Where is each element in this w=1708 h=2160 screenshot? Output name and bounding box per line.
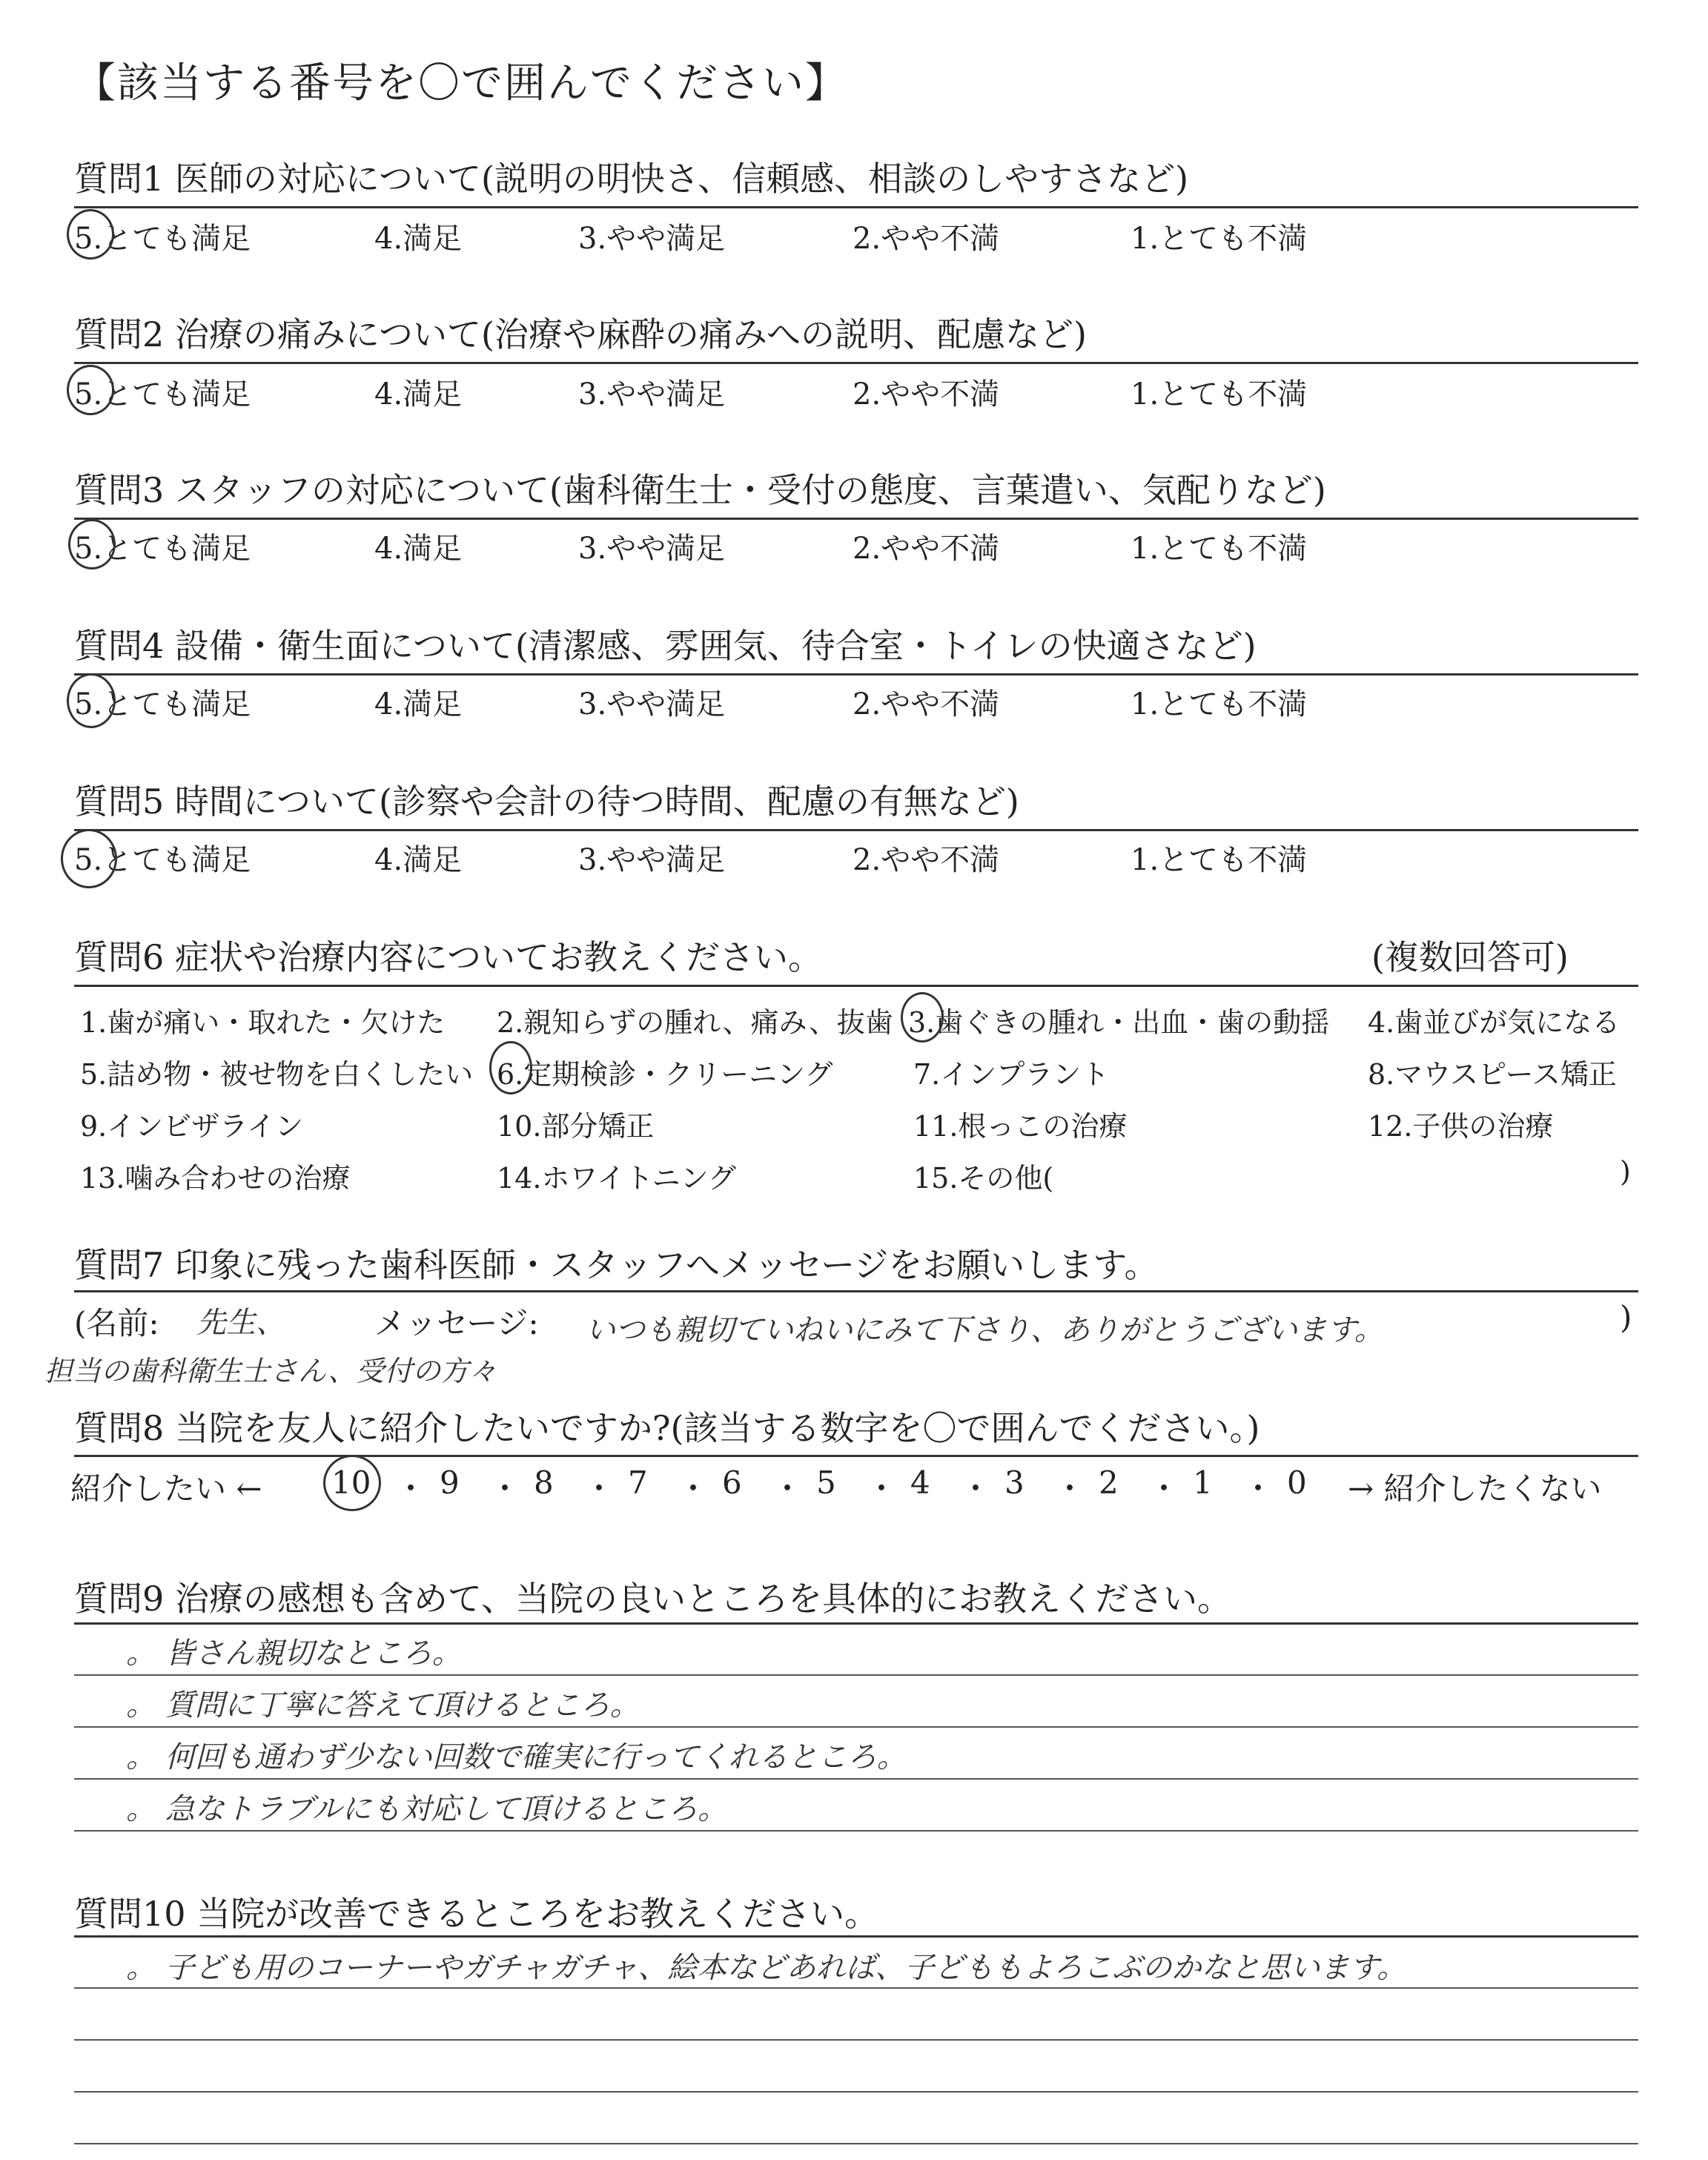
q2-option-1[interactable]: 1.とても不満 — [1131, 377, 1308, 412]
q6-title: 質問6 症状や治療内容についてお教えください。 — [74, 937, 822, 977]
q5-option-4[interactable]: 4.満足 — [374, 843, 463, 877]
q9-answer-1: 。 皆さん親切なところ。 — [126, 1636, 462, 1671]
q8-score-3[interactable]: 3 — [1004, 1464, 1025, 1501]
q9-answer-4: 。 急なトラブルにも対応して頂けるところ。 — [126, 1792, 728, 1826]
q9-line — [74, 1674, 1638, 1676]
q6-item-15[interactable]: 15.その他( — [913, 1162, 1054, 1195]
q4-selection-circle — [67, 673, 116, 728]
q8-dot: ・ — [395, 1470, 427, 1507]
q8-score-10[interactable]: 10 — [331, 1464, 371, 1501]
q6-item-10[interactable]: 10.部分矯正 — [497, 1110, 655, 1143]
q6-selection-circle-6 — [489, 1041, 532, 1094]
q6-item-3[interactable]: 3.歯ぐきの腫れ・出血・歯の動揺 — [908, 1006, 1330, 1039]
q2-option-5[interactable]: 5.とても満足 — [74, 377, 251, 412]
q10-line — [74, 1987, 1638, 1989]
q5-rule — [74, 829, 1638, 831]
q7-close-paren: ) — [1620, 1299, 1632, 1335]
q3-option-5[interactable]: 5.とても満足 — [74, 532, 251, 566]
q8-score-5[interactable]: 5 — [816, 1464, 836, 1501]
q1-title: 質問1 医師の対応について(説明の明快さ、信頼感、相談のしやすさなど) — [74, 159, 1189, 199]
q10-title: 質問10 当院が改善できるところをお教えください。 — [74, 1894, 879, 1934]
q8-score-1[interactable]: 1 — [1193, 1464, 1213, 1501]
q6-item-6[interactable]: 6.定期検診・クリーニング — [497, 1058, 833, 1091]
q8-dot: ・ — [583, 1470, 615, 1507]
q6-item-11[interactable]: 11.根っこの治療 — [913, 1110, 1128, 1143]
q7-message-label: メッセージ: — [374, 1305, 539, 1341]
q7-name-handwriting-2: 担当の歯科衛生士さん、受付の方々 — [44, 1355, 497, 1387]
q5-option-2[interactable]: 2.やや不満 — [853, 843, 1000, 877]
q2-option-3[interactable]: 3.やや満足 — [578, 377, 726, 412]
q10-line — [74, 2039, 1638, 2041]
q4-title: 質問4 設備・衛生面について(清潔感、雰囲気、待合室・トイレの快適さなど) — [74, 626, 1257, 666]
q7-message-handwriting: いつも親切ていねいにみて下さり、ありがとうございます。 — [586, 1313, 1384, 1347]
q9-answer-2: 。 質問に丁寧に答えて頂けるところ。 — [126, 1688, 640, 1723]
q8-score-9[interactable]: 9 — [440, 1464, 460, 1501]
q3-title: 質問3 スタッフの対応について(歯科衛生士・受付の態度、言葉遣い、気配りなど) — [74, 470, 1326, 510]
q10-answer-1: 。 子ども用のコーナーやガチャガチャ、絵本などあれば、子どももよろこぶのかなと思います。 — [126, 1951, 1407, 1985]
q3-option-3[interactable]: 3.やや満足 — [578, 532, 726, 566]
q3-option-2[interactable]: 2.やや不満 — [853, 532, 1000, 566]
q4-rule — [74, 673, 1638, 676]
q9-title: 質問9 治療の感想も含めて、当院の良いところを具体的にお教えください。 — [74, 1579, 1231, 1619]
q6-item-4[interactable]: 4.歯並びが気になる — [1368, 1006, 1621, 1039]
q4-option-2[interactable]: 2.やや不満 — [853, 687, 1000, 721]
q8-score-4[interactable]: 4 — [910, 1464, 930, 1501]
q6-item-12[interactable]: 12.子供の治療 — [1368, 1110, 1554, 1143]
q7-name-handwriting: 先生、 — [196, 1306, 285, 1340]
q2-option-2[interactable]: 2.やや不満 — [853, 377, 1000, 412]
q8-score-2[interactable]: 2 — [1099, 1464, 1119, 1501]
q6-item-13[interactable]: 13.噛み合わせの治療 — [80, 1162, 351, 1195]
q6-selection-circle-3 — [901, 992, 944, 1043]
q1-option-5[interactable]: 5.とても満足 — [74, 222, 251, 256]
q8-left-label: 紹介したい ← — [70, 1470, 262, 1507]
q5-title: 質問5 時間について(診察や会計の待つ時間、配慮の有無など) — [74, 782, 1019, 822]
q7-title: 質問7 印象に残った歯科医師・スタッフへメッセージをお願いします。 — [74, 1245, 1159, 1285]
q9-rule — [74, 1622, 1638, 1625]
q6-item-15-close: ) — [1620, 1155, 1631, 1188]
q9-line — [74, 1778, 1638, 1780]
q6-note: (複数回答可) — [1371, 937, 1569, 977]
q8-dot: ・ — [960, 1470, 992, 1507]
q6-item-14[interactable]: 14.ホワイトニング — [497, 1162, 737, 1195]
q8-score-8[interactable]: 8 — [534, 1464, 554, 1501]
q8-dot: ・ — [678, 1470, 709, 1507]
q8-score-0[interactable]: 0 — [1287, 1464, 1307, 1501]
q6-item-8[interactable]: 8.マウスピース矯正 — [1368, 1058, 1617, 1091]
q1-selection-circle — [67, 209, 114, 260]
q4-option-5[interactable]: 5.とても満足 — [74, 687, 251, 721]
q1-option-1[interactable]: 1.とても不満 — [1131, 222, 1308, 256]
q5-option-1[interactable]: 1.とても不満 — [1131, 843, 1308, 877]
q8-dot: ・ — [866, 1470, 898, 1507]
q8-dot: ・ — [489, 1470, 521, 1507]
q9-line — [74, 1830, 1638, 1832]
q2-title: 質問2 治療の痛みについて(治療や麻酔の痛みへの説明、配慮など) — [74, 314, 1087, 354]
q8-title: 質問8 当院を友人に紹介したいですか?(該当する数字を〇で囲んでください。) — [74, 1408, 1260, 1448]
q3-rule — [74, 518, 1638, 520]
q8-rule — [74, 1455, 1638, 1457]
q4-option-1[interactable]: 1.とても不満 — [1131, 687, 1308, 721]
page-title: 【該当する番号を〇で囲んでください】 — [74, 59, 848, 108]
q1-option-3[interactable]: 3.やや満足 — [578, 222, 726, 256]
q4-option-4[interactable]: 4.満足 — [374, 687, 463, 721]
q5-option-3[interactable]: 3.やや満足 — [578, 843, 726, 877]
q3-option-4[interactable]: 4.満足 — [374, 532, 463, 566]
q2-selection-circle — [67, 365, 114, 415]
q6-item-7[interactable]: 7.インプラント — [913, 1058, 1110, 1091]
q1-option-2[interactable]: 2.やや不満 — [853, 222, 1000, 256]
q6-item-1[interactable]: 1.歯が痛い・取れた・欠けた — [80, 1006, 446, 1039]
q9-line — [74, 1726, 1638, 1728]
q6-item-2[interactable]: 2.親知らずの腫れ、痛み、抜歯 — [497, 1006, 893, 1039]
q6-item-9[interactable]: 9.インビザライン — [80, 1110, 304, 1143]
q1-rule — [74, 206, 1638, 208]
q2-option-4[interactable]: 4.満足 — [374, 377, 463, 412]
q10-line — [74, 2143, 1638, 2144]
q8-score-6[interactable]: 6 — [722, 1464, 742, 1501]
q1-option-4[interactable]: 4.満足 — [374, 222, 463, 256]
q10-rule — [74, 1935, 1638, 1938]
q8-dot: ・ — [772, 1470, 804, 1507]
q2-rule — [74, 362, 1638, 364]
q3-option-1[interactable]: 1.とても不満 — [1131, 532, 1308, 566]
q8-right-label: → 紹介したくない — [1348, 1470, 1602, 1507]
q6-rule — [74, 985, 1638, 987]
q10-line — [74, 2091, 1638, 2093]
q8-dot: ・ — [1242, 1470, 1274, 1507]
q8-selection-circle — [323, 1455, 381, 1511]
q3-selection-circle — [68, 519, 116, 569]
q7-rule — [74, 1290, 1638, 1292]
q8-dot: ・ — [1054, 1470, 1086, 1507]
q9-answer-3: 。 何回も通わず少ない回数で確実に行ってくれるところ。 — [126, 1740, 907, 1774]
q6-item-5[interactable]: 5.詰め物・被せ物を白くしたい — [80, 1058, 474, 1091]
q4-option-3[interactable]: 3.やや満足 — [578, 687, 726, 721]
q5-option-5[interactable]: 5.とても満足 — [74, 843, 251, 877]
q8-score-7[interactable]: 7 — [628, 1464, 648, 1501]
q7-name-label: (名前: — [74, 1305, 159, 1341]
q8-dot: ・ — [1148, 1470, 1180, 1507]
q5-selection-circle — [61, 829, 117, 888]
